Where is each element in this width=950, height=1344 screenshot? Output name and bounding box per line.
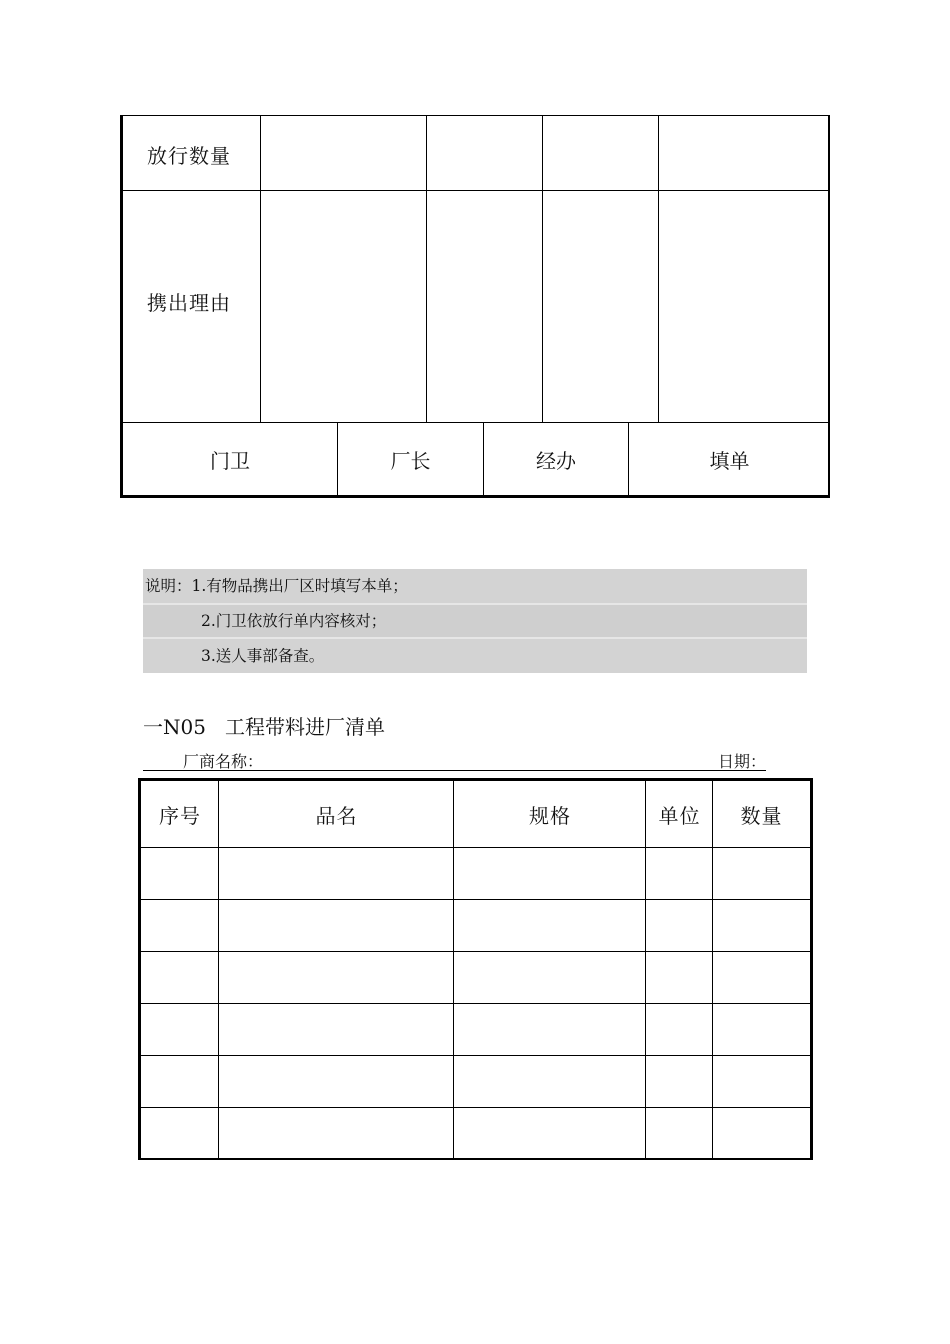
column-header-unit: 单位 <box>658 803 701 828</box>
column-header-quantity: 数量 <box>740 803 783 828</box>
instruction-text: 2.门卫依放行单内容核对； <box>201 612 387 630</box>
table-row[interactable] <box>141 1107 810 1159</box>
table-row[interactable] <box>141 899 810 951</box>
signature-filler: 填单 <box>709 449 750 473</box>
table-cell[interactable] <box>261 191 427 422</box>
carry-out-reason-row <box>123 191 828 423</box>
instruction-line <box>143 639 807 673</box>
table-cell[interactable] <box>427 116 543 190</box>
table-cell[interactable] <box>543 191 659 422</box>
table-cell <box>123 116 261 190</box>
vendor-name-label: 厂商名称： <box>183 752 264 771</box>
signature-handler: 经办 <box>484 423 629 496</box>
table-row[interactable] <box>141 951 810 1003</box>
form-title: 一N05 工程带料进厂清单 <box>143 715 386 739</box>
instruction-text: 3.送人事部备查。 <box>201 647 325 665</box>
signature-factory-manager: 厂长 <box>338 423 484 496</box>
instruction-text: 说明：1.有物品携出厂区时填写本单； <box>145 577 408 595</box>
row-label: 携出理由 <box>147 291 231 315</box>
date-label: 日期： <box>717 752 766 771</box>
table-cell[interactable] <box>543 116 659 190</box>
signature-guard: 门卫 <box>123 423 338 496</box>
table-cell[interactable] <box>659 116 830 190</box>
table-row[interactable] <box>141 1055 810 1107</box>
column-header-item-name: 品名 <box>315 803 358 828</box>
table-cell[interactable] <box>427 191 543 422</box>
column-header-spec: 规格 <box>529 803 571 828</box>
release-quantity-row <box>123 116 828 191</box>
table-row[interactable] <box>141 1003 810 1055</box>
table-cell <box>123 191 261 422</box>
table-row[interactable] <box>141 847 810 899</box>
vendor-date-line <box>143 749 766 771</box>
table-cell[interactable] <box>659 191 830 422</box>
instruction-line <box>143 605 807 637</box>
table-cell[interactable] <box>261 116 427 190</box>
signature-row <box>123 423 828 496</box>
row-label: 放行数量 <box>147 144 231 168</box>
instructions-block <box>143 569 807 673</box>
release-form-table <box>120 115 830 498</box>
instruction-line <box>143 569 807 603</box>
column-header-seq: 序号 <box>159 803 201 828</box>
material-list-table <box>138 778 813 1160</box>
